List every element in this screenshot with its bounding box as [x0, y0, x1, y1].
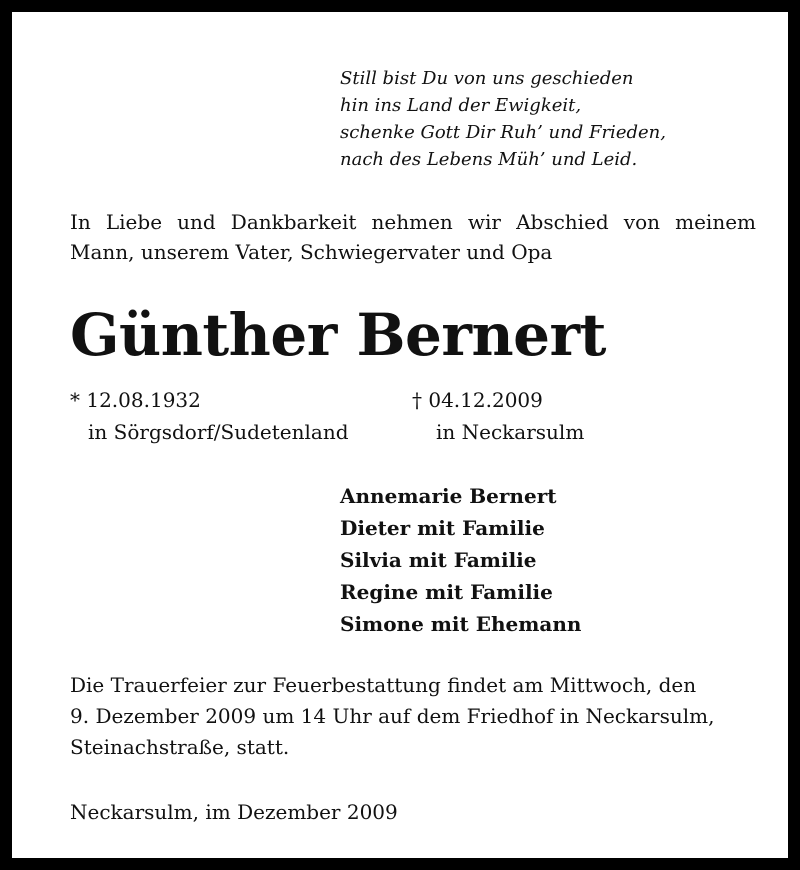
mourner-name: Simone mit Ehemann: [340, 612, 582, 636]
service-line: Steinachstraße, statt.: [70, 735, 290, 759]
place-and-date: Neckarsulm, im Dezember 2009: [70, 800, 398, 824]
poem-line: hin ins Land der Ewigkeit,: [340, 95, 582, 116]
birth-date: * 12.08.1932: [70, 388, 201, 412]
funeral-service-info: [70, 670, 760, 763]
death-place: in Neckarsulm: [436, 420, 585, 444]
birth-info: [70, 384, 349, 448]
poem-line: nach des Lebens Müh’ und Leid.: [340, 149, 638, 170]
intro-line: In Liebe und Dankbarkeit nehmen wir Abschied von meinem: [70, 210, 756, 234]
death-date: † 04.12.2009: [412, 388, 543, 412]
poem-line: Still bist Du von uns geschieden: [340, 68, 634, 89]
poem-line: schenke Gott Dir Ruh’ und Frieden,: [340, 122, 666, 143]
intro-line: Mann, unserem Vater, Schwiegervater und Opa: [70, 240, 553, 264]
mourner-name: Regine mit Familie: [340, 580, 553, 604]
deceased-name: Günther Bernert: [70, 301, 606, 369]
service-line: Die Trauerfeier zur Feuerbestattung findet am Mittwoch, den: [70, 673, 697, 697]
mourner-name: Annemarie Bernert: [340, 484, 557, 508]
mourner-name: Silvia mit Familie: [340, 548, 537, 572]
service-line: 9. Dezember 2009 um 14 Uhr auf dem Friedhof in Neckarsulm,: [70, 704, 715, 728]
death-info: [412, 384, 584, 448]
mourner-name: Dieter mit Familie: [340, 516, 545, 540]
intro-text: [70, 207, 756, 267]
memorial-poem: [340, 65, 666, 173]
mourners-list: [340, 480, 581, 640]
birth-place: in Sörgsdorf/Sudetenland: [88, 420, 349, 444]
